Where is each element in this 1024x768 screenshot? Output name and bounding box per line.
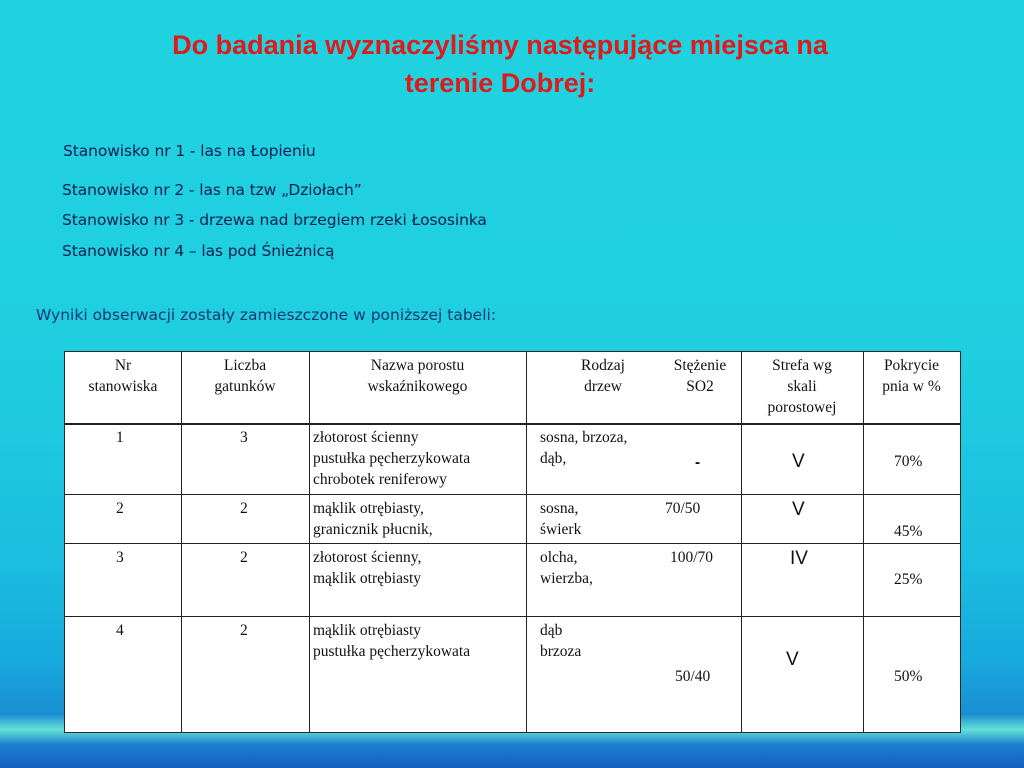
table-row-divider xyxy=(65,494,960,495)
header-strefa-line: skali xyxy=(787,378,817,395)
table-row-divider xyxy=(65,616,960,617)
row1-strefa: V xyxy=(792,451,805,472)
row2-nazwa-line: mąklik otrębiasty, xyxy=(313,500,424,517)
slide-title-line-2: terenie Dobrej: xyxy=(404,68,596,98)
row3-rodzaj xyxy=(540,547,593,589)
header-liczba-line: gatunków xyxy=(214,378,276,395)
row1-stezenie: - xyxy=(695,454,701,471)
header-rodzaj xyxy=(543,355,663,397)
table-col-divider xyxy=(309,352,310,732)
row4-nr: 4 xyxy=(116,622,124,639)
slide-title xyxy=(40,26,960,102)
station-item-2: Stanowisko nr 2 - las na tzw „Dziołach” xyxy=(62,181,362,199)
row2-liczba: 2 xyxy=(240,500,248,517)
header-nr-line: stanowiska xyxy=(88,378,158,395)
table-col-divider xyxy=(181,352,182,732)
header-pokrycie-line: pnia w % xyxy=(882,378,941,395)
row2-nazwa-line: granicznik płucnik, xyxy=(313,521,433,538)
row3-strefa: IV xyxy=(790,548,808,569)
table-col-divider xyxy=(863,352,864,732)
row1-nazwa-line: złotorost ścienny xyxy=(313,429,419,446)
header-rodzaj-line: drzew xyxy=(584,378,622,395)
row3-nr: 3 xyxy=(116,549,124,566)
header-rodzaj-line: Rodzaj xyxy=(581,357,625,374)
header-stezenie-line: SO2 xyxy=(686,378,714,395)
row2-nr: 2 xyxy=(116,500,124,517)
row3-nazwa-line: mąklik otrębiasty xyxy=(313,570,422,587)
header-liczba-line: Liczba xyxy=(223,357,267,374)
slide-title-line-1: Do badania wyznaczyliśmy następujące miejsca na xyxy=(172,30,828,60)
row4-rodzaj xyxy=(540,620,581,662)
row3-stezenie: 100/70 xyxy=(670,549,714,566)
header-stezenie-line: Stężenie xyxy=(673,357,727,374)
header-pokrycie-line: Pokrycie xyxy=(883,357,940,374)
header-nr xyxy=(65,355,181,397)
row4-rodzaj-line: brzoza xyxy=(540,643,582,660)
row3-pokrycie: 25% xyxy=(894,571,923,588)
header-pokrycie xyxy=(863,355,960,397)
row2-rodzaj-line: świerk xyxy=(540,521,582,538)
row1-pokrycie: 70% xyxy=(894,453,923,470)
row1-nazwa-line: chrobotek reniferowy xyxy=(313,471,447,488)
row2-pokrycie: 45% xyxy=(894,523,923,540)
table-row-divider xyxy=(65,423,960,425)
row1-liczba: 3 xyxy=(240,429,248,446)
row1-rodzaj-line: sosna, brzoza, xyxy=(540,429,628,446)
row1-nazwa xyxy=(313,427,470,490)
row4-liczba: 2 xyxy=(240,622,248,639)
row2-rodzaj xyxy=(540,498,581,540)
row2-stezenie: 70/50 xyxy=(665,500,701,517)
header-nr-line: Nr xyxy=(114,357,132,374)
row2-nazwa xyxy=(313,498,433,540)
row3-nazwa xyxy=(313,547,421,589)
row4-rodzaj-line: dąb xyxy=(540,622,563,639)
row3-rodzaj-line: wierzba, xyxy=(540,570,593,587)
table-row-divider xyxy=(65,543,960,544)
row4-stezenie: 50/40 xyxy=(675,668,711,685)
row4-nazwa-line: mąklik otrębiasty xyxy=(313,622,422,639)
header-liczba xyxy=(181,355,309,397)
row4-strefa: V xyxy=(786,649,799,670)
row3-nazwa-line: złotorost ścienny, xyxy=(313,549,422,566)
station-item-4: Stanowisko nr 4 – las pod Śnieżnicą xyxy=(62,242,335,260)
header-strefa-line: porostowej xyxy=(767,399,837,416)
station-item-1: Stanowisko nr 1 - las na Łopieniu xyxy=(63,142,316,160)
header-stezenie xyxy=(657,355,743,397)
header-strefa xyxy=(741,355,863,418)
row4-nazwa xyxy=(313,620,470,662)
row1-rodzaj xyxy=(540,427,627,469)
row2-rodzaj-line: sosna, xyxy=(540,500,579,517)
row1-nr: 1 xyxy=(116,429,124,446)
results-note: Wyniki obserwacji zostały zamieszczone w poniższej tabeli: xyxy=(36,306,497,324)
row2-strefa: V xyxy=(792,499,805,520)
header-strefa-line: Strefa wg xyxy=(772,357,832,374)
row1-rodzaj-line: dąb, xyxy=(540,450,567,467)
row3-liczba: 2 xyxy=(240,549,248,566)
header-nazwa-line: wskaźnikowego xyxy=(367,378,468,395)
header-nazwa-line: Nazwa porostu xyxy=(370,357,465,374)
row3-rodzaj-line: olcha, xyxy=(540,549,578,566)
station-item-3: Stanowisko nr 3 - drzewa nad brzegiem rzeki Łososinka xyxy=(62,211,487,229)
row1-nazwa-line: pustułka pęcherzykowata xyxy=(313,450,471,467)
row4-pokrycie: 50% xyxy=(894,668,923,685)
table-col-divider xyxy=(526,352,527,732)
header-nazwa xyxy=(309,355,526,397)
row4-nazwa-line: pustułka pęcherzykowata xyxy=(313,643,471,660)
results-table xyxy=(64,351,961,733)
